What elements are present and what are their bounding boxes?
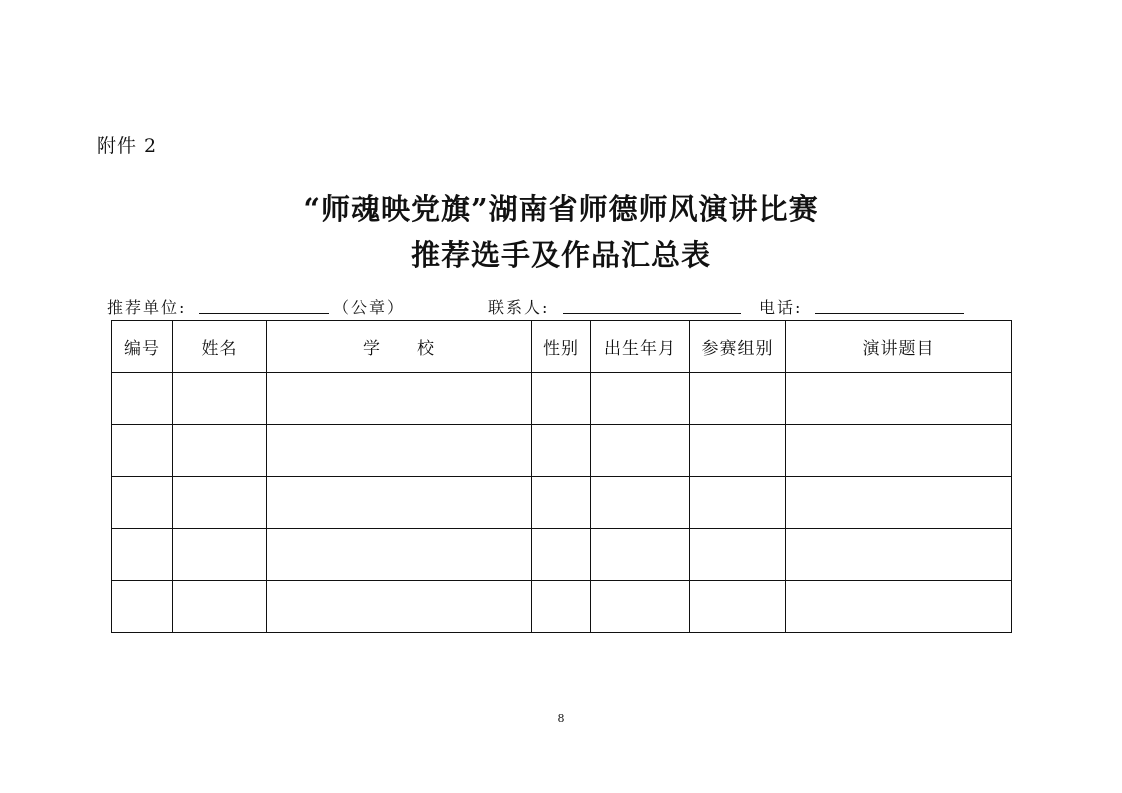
column-header-school: 学 校	[267, 321, 532, 373]
cell-name[interactable]	[173, 425, 267, 477]
contact-person-blank[interactable]	[563, 313, 741, 314]
cell-gender[interactable]	[532, 425, 591, 477]
cell-number[interactable]	[112, 581, 173, 633]
column-header-birth-date: 出生年月	[591, 321, 690, 373]
column-header-name: 姓名	[173, 321, 267, 373]
cell-gender[interactable]	[532, 529, 591, 581]
cell-name[interactable]	[173, 477, 267, 529]
column-header-gender: 性别	[532, 321, 591, 373]
table-row	[112, 581, 1012, 633]
cell-number[interactable]	[112, 373, 173, 425]
column-header-speech-topic: 演讲题目	[786, 321, 1012, 373]
document-title-line-1: “师魂映党旗”湖南省师德师风演讲比赛	[303, 192, 819, 226]
cell-speech-topic[interactable]	[786, 529, 1012, 581]
cell-speech-topic[interactable]	[786, 477, 1012, 529]
cell-group[interactable]	[690, 581, 786, 633]
cell-group[interactable]	[690, 529, 786, 581]
table-row	[112, 373, 1012, 425]
phone-label: 电话:	[759, 298, 803, 317]
table-row	[112, 529, 1012, 581]
table-header-row	[112, 321, 1012, 373]
cell-name[interactable]	[173, 373, 267, 425]
recommending-unit-label: 推荐单位:	[107, 298, 187, 317]
table-row	[112, 477, 1012, 529]
column-header-number: 编号	[112, 321, 173, 373]
cell-gender[interactable]	[532, 373, 591, 425]
cell-name[interactable]	[173, 529, 267, 581]
attachment-label: 附件 2	[97, 135, 158, 157]
cell-number[interactable]	[112, 477, 173, 529]
cell-gender[interactable]	[532, 581, 591, 633]
cell-group[interactable]	[690, 477, 786, 529]
official-seal-label: （公章）	[333, 298, 406, 317]
cell-number[interactable]	[112, 425, 173, 477]
cell-birth-date[interactable]	[591, 529, 690, 581]
page-number: 8	[557, 712, 565, 725]
cell-gender[interactable]	[532, 477, 591, 529]
cell-group[interactable]	[690, 425, 786, 477]
candidate-summary-table	[111, 320, 1012, 633]
cell-speech-topic[interactable]	[786, 425, 1012, 477]
cell-school[interactable]	[267, 529, 532, 581]
phone-blank[interactable]	[815, 313, 964, 314]
document-title-line-2: 推荐选手及作品汇总表	[410, 238, 711, 272]
cell-school[interactable]	[267, 425, 532, 477]
table-row	[112, 425, 1012, 477]
cell-birth-date[interactable]	[591, 581, 690, 633]
column-header-group: 参赛组别	[690, 321, 786, 373]
cell-school[interactable]	[267, 581, 532, 633]
cell-name[interactable]	[173, 581, 267, 633]
cell-speech-topic[interactable]	[786, 581, 1012, 633]
cell-speech-topic[interactable]	[786, 373, 1012, 425]
cell-birth-date[interactable]	[591, 425, 690, 477]
cell-group[interactable]	[690, 373, 786, 425]
cell-birth-date[interactable]	[591, 373, 690, 425]
cell-school[interactable]	[267, 477, 532, 529]
cell-number[interactable]	[112, 529, 173, 581]
cell-school[interactable]	[267, 373, 532, 425]
cell-birth-date[interactable]	[591, 477, 690, 529]
contact-person-label: 联系人:	[488, 298, 550, 317]
recommending-unit-blank[interactable]	[199, 313, 329, 314]
form-info-row	[107, 293, 1007, 319]
